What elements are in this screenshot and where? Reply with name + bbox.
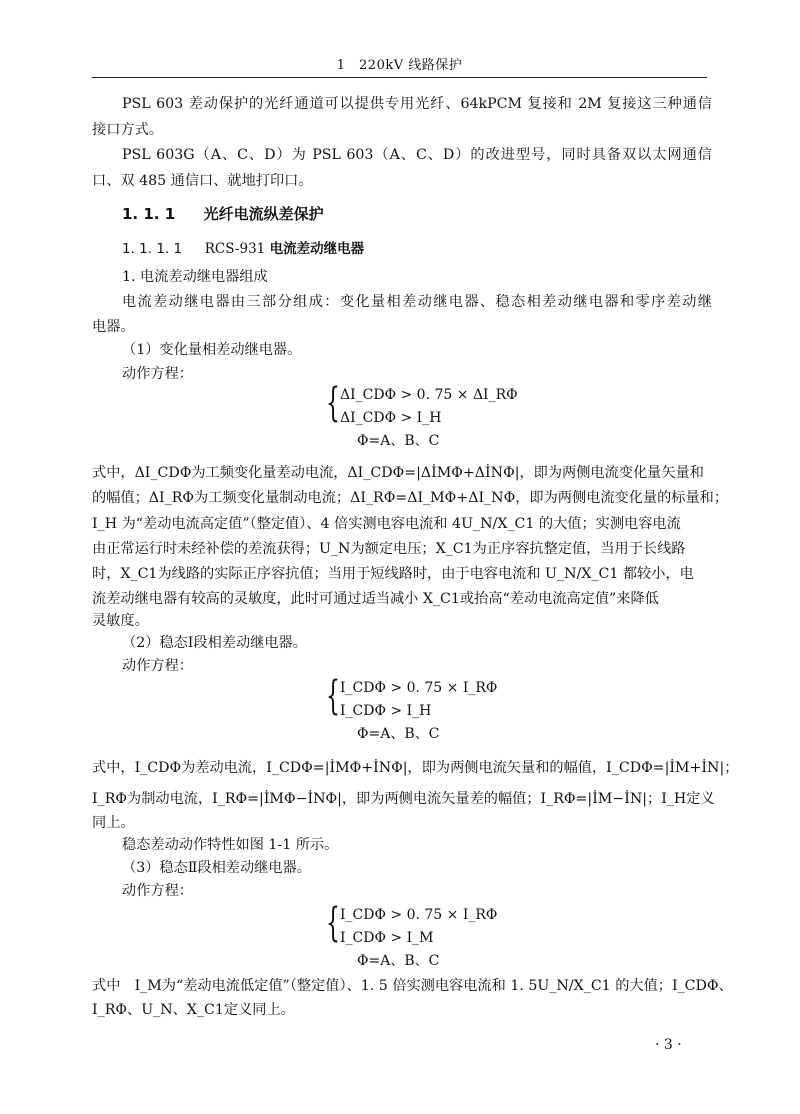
page-number: · 3 · [655,1037,682,1053]
relay-3-title: （3）稳态Ⅱ段相差动继电器。 [122,860,311,876]
equation-brace-2: { [326,673,340,719]
subsection-heading [122,239,742,259]
equation-brace-3: { [326,900,340,946]
intro-paragraph-1-line-2: 接口方式。 [92,122,163,138]
relay-1-equation-row-2: ΔI_CDΦ > I_H [340,410,442,426]
body-1-line-2: 电器。 [92,319,135,335]
section-heading [122,204,742,224]
relay-1-note-line-6: 流差动继电器有较高的灵敏度，此时可通过适当减小 X_C1或抬高“差动电流高定值”来降低 [92,591,659,607]
body-1-line-1: 电流差动继电器由三部分组成：变化量相差动继电器、稳态相差动继电器和零序差动继 [122,294,712,310]
header-rule [92,77,707,78]
equation-brace-1: { [326,380,340,426]
relay-3-equation-row-1: I_CDΦ > 0. 75 × I_RΦ [340,907,498,923]
relay-3-note-line-2: I_RΦ、U_N、X_C1定义同上。 [92,1002,295,1018]
relay-2-equation-label: 动作方程： [122,658,193,674]
relay-2-equation-row-2: I_CDΦ > I_H [340,703,432,719]
relay-1-note-line-5: 时，X_C1为线路的实际正序容抗值；当用于短线路时，由于电容电流和 U_N/X_C1 都较小，电 [92,566,694,582]
relay-3-note-line-1: 式中 I_M为“差动电流低定值”（整定值）、1. 5 倍实测电容电流和 1. 5U_N/X_C1 的大值；I_CDΦ、 [92,978,733,994]
relay-3-equation-label: 动作方程： [122,883,193,899]
subsection-model: RCS-931 [204,241,266,257]
relay-1-note-line-1: 式中，ΔI_CDΦ为工频变化量差动电流，ΔI_CDΦ=|ΔİMΦ+ΔİNΦ|，即为两侧电流变化量矢量和 [92,465,704,481]
relay-2-phase-set: Φ=A、B、C [357,726,440,742]
relay-2-note-line-2: I_RΦ为制动电流，I_RΦ=|İMΦ−İNΦ|，即为两侧电流矢量差的幅值；I_RΦ=|İM−İN|；I_H定义 [92,791,715,807]
intro-paragraph-1-line-1: PSL 603 差动保护的光纤通道可以提供专用光纤、64kPCM 复接和 2M 复接这三种通信 [122,96,712,112]
relay-2-title: （2）稳态Ⅰ段相差动继电器。 [122,635,307,651]
relay-1-equation-label: 动作方程： [122,366,193,382]
relay-1-phase-set: Φ=A、B、C [357,433,440,449]
relay-3-equation-row-2: I_CDΦ > I_M [340,930,434,946]
relay-2-figure-reference: 稳态差动动作特性如图 1-1 所示。 [122,837,339,853]
subsection-title: 电流差动继电器 [269,241,365,257]
subsection-number: 1. 1. 1. 1 [122,241,183,257]
relay-1-title: （1）变化量相差动继电器。 [122,342,302,358]
section-title: 光纤电流纵差保护 [203,205,324,223]
running-header: 1 220kV 线路保护 [336,58,463,73]
relay-1-note-line-4: 由正常运行时未经补偿的差流获得；U_N为额定电压；X_C1为正序容抗整定值，当用于长线路 [92,541,686,557]
intro-paragraph-2-line-1: PSL 603G（A、C、D）为 PSL 603（A、C、D）的改进型号，同时具备双以太网通信 [122,147,712,163]
item-1-title: 1. 电流差动继电器组成 [122,269,268,285]
relay-1-equation-row-1: ΔI_CDΦ > 0. 75 × ΔI_RΦ [340,387,518,403]
relay-1-note-line-2: 的幅值；ΔI_RΦ为工频变化量制动电流；ΔI_RΦ=ΔI_MΦ+ΔI_NΦ，即为两侧电流变化量的标量和； [92,490,729,506]
relay-1-note-line-3: I_H 为“差动电流高定值”（整定值）、4 倍实测电容电流和 4U_N/X_C1 的大值；实测电容电流 [92,516,681,532]
relay-3-phase-set: Φ=A、B、C [357,953,440,969]
relay-2-equation-row-1: I_CDΦ > 0. 75 × I_RΦ [340,680,498,696]
relay-2-note-line-3: 同上。 [92,815,135,831]
relay-1-note-line-7: 灵敏度。 [92,613,149,629]
intro-paragraph-2-line-2: 口、双 485 通信口、就地打印口。 [92,173,313,189]
section-number: 1. 1. 1 [122,205,176,223]
relay-2-note-line-1: 式中，I_CDΦ为差动电流，I_CDΦ=|İMΦ+İNΦ|，即为两侧电流矢量和的幅值，I_CDΦ=|İM+İN|； [92,760,739,776]
